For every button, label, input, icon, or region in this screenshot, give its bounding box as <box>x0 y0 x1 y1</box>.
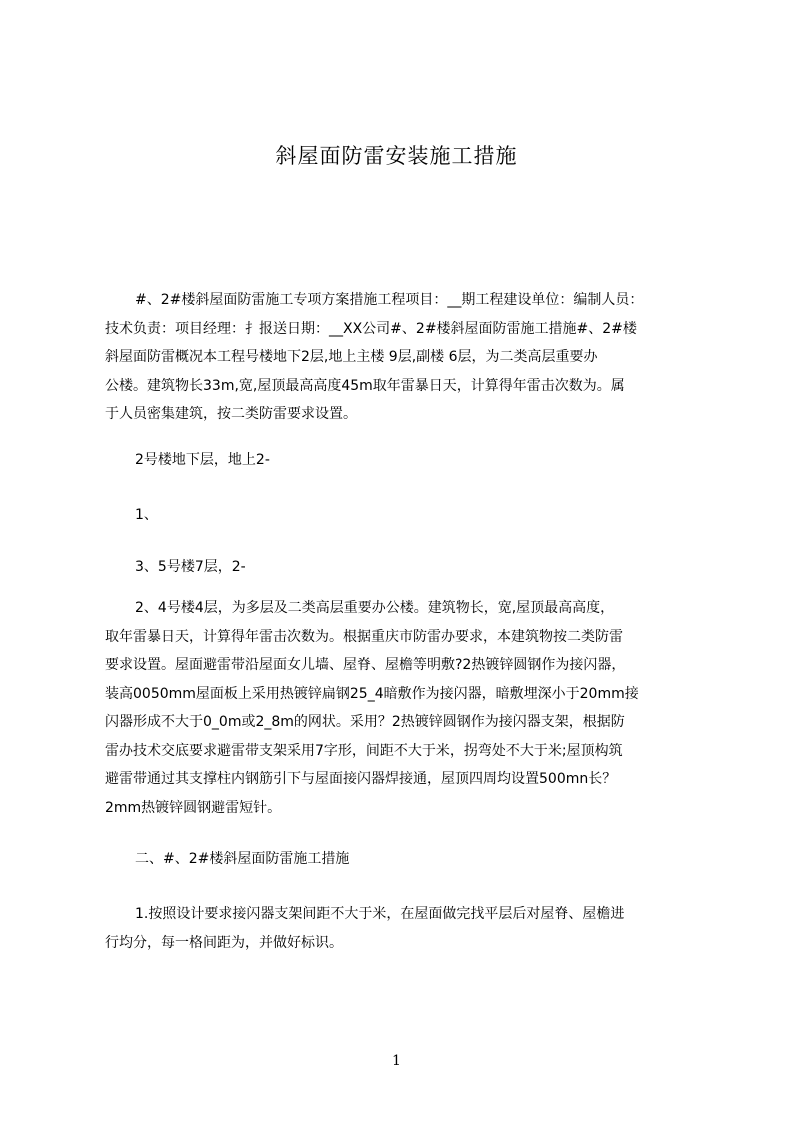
paragraph-item-1 <box>105 501 697 530</box>
paragraph-building-2 <box>105 446 697 475</box>
text-line: 避雷带通过其支撑柱内钢筋引下与屋面接闪器焊接通，屋顶四周均设置500mn长？ <box>105 771 617 787</box>
text-line: 1、 <box>135 507 158 523</box>
text-line: 要求设置。屋面避雷带沿屋面女儿墙、屋脊、屋檐等明敷?2热镀锌圆钢作为接闪器， <box>105 657 626 673</box>
page-number: 1 <box>392 1053 401 1069</box>
text-line: 取年雷暴日天，计算得年雷击次数为。根据重庆市防雷办要求，本建筑物按二类防雷 <box>105 628 623 645</box>
document-title: 斜屋面防雷安装施工措施 <box>275 144 518 168</box>
paragraph-lightning-details <box>105 594 697 822</box>
paragraph-step-1 <box>105 900 697 957</box>
text-line: 1.按照设计要求接闪器支架间距不大于米，在屋面做完找平层后对屋脊、屋檐进 <box>135 906 625 922</box>
text-line: #、2#楼斜屋面防雷施工专项方案措施工程项目：__期工程建设单位：编制人员： <box>135 292 644 308</box>
text-line: 2号楼地下层，地上2- <box>135 452 270 468</box>
text-line: 雷办技术交底要求避雷带支架采用7字形，间距不大于米，拐弯处不大于米;屋顶构筑 <box>105 742 623 759</box>
section-heading-2 <box>105 845 697 874</box>
text-line: 技术负责：项目经理：扌报送日期：__XX公司#、2#楼斜屋面防雷施工措施#、2#楼 <box>105 320 637 337</box>
text-line: 2、4号楼4层，为多层及二类高层重要办公楼。建筑物长，宽,屋顶最高高度， <box>135 600 615 616</box>
text-line: 装高0050mm屋面板上采用热镀锌扁钢25_4暗敷作为接闪器，暗敷埋深小于20mm接 <box>105 685 639 702</box>
text-line: 二、#、2#楼斜屋面防雷施工措施 <box>135 851 350 867</box>
paragraph-overview <box>105 286 697 429</box>
text-line: 于人员密集建筑，按二类防雷要求设置。 <box>105 406 357 422</box>
text-line: 闪器形成不大于0_0m或2_8m的网状。采用？2热镀锌圆钢作为接闪器支架，根据防 <box>105 714 625 730</box>
text-line: 行均分，每一格间距为，并做好标识。 <box>105 934 343 951</box>
text-line: 2mm热镀锌圆钢避雷短针。 <box>105 799 282 816</box>
text-line: 公楼。建筑物长33m,宽,屋顶最高高度45m取年雷暴日天，计算得年雷击次数为。属 <box>105 377 625 394</box>
paragraph-building-3-5 <box>105 553 697 582</box>
text-line: 斜屋面防雷概况本工程号楼地下2层,地上主楼 9层,副楼 6层，为二类高层重要办 <box>105 349 598 365</box>
text-line: 3、5号楼7层，2- <box>135 559 246 575</box>
